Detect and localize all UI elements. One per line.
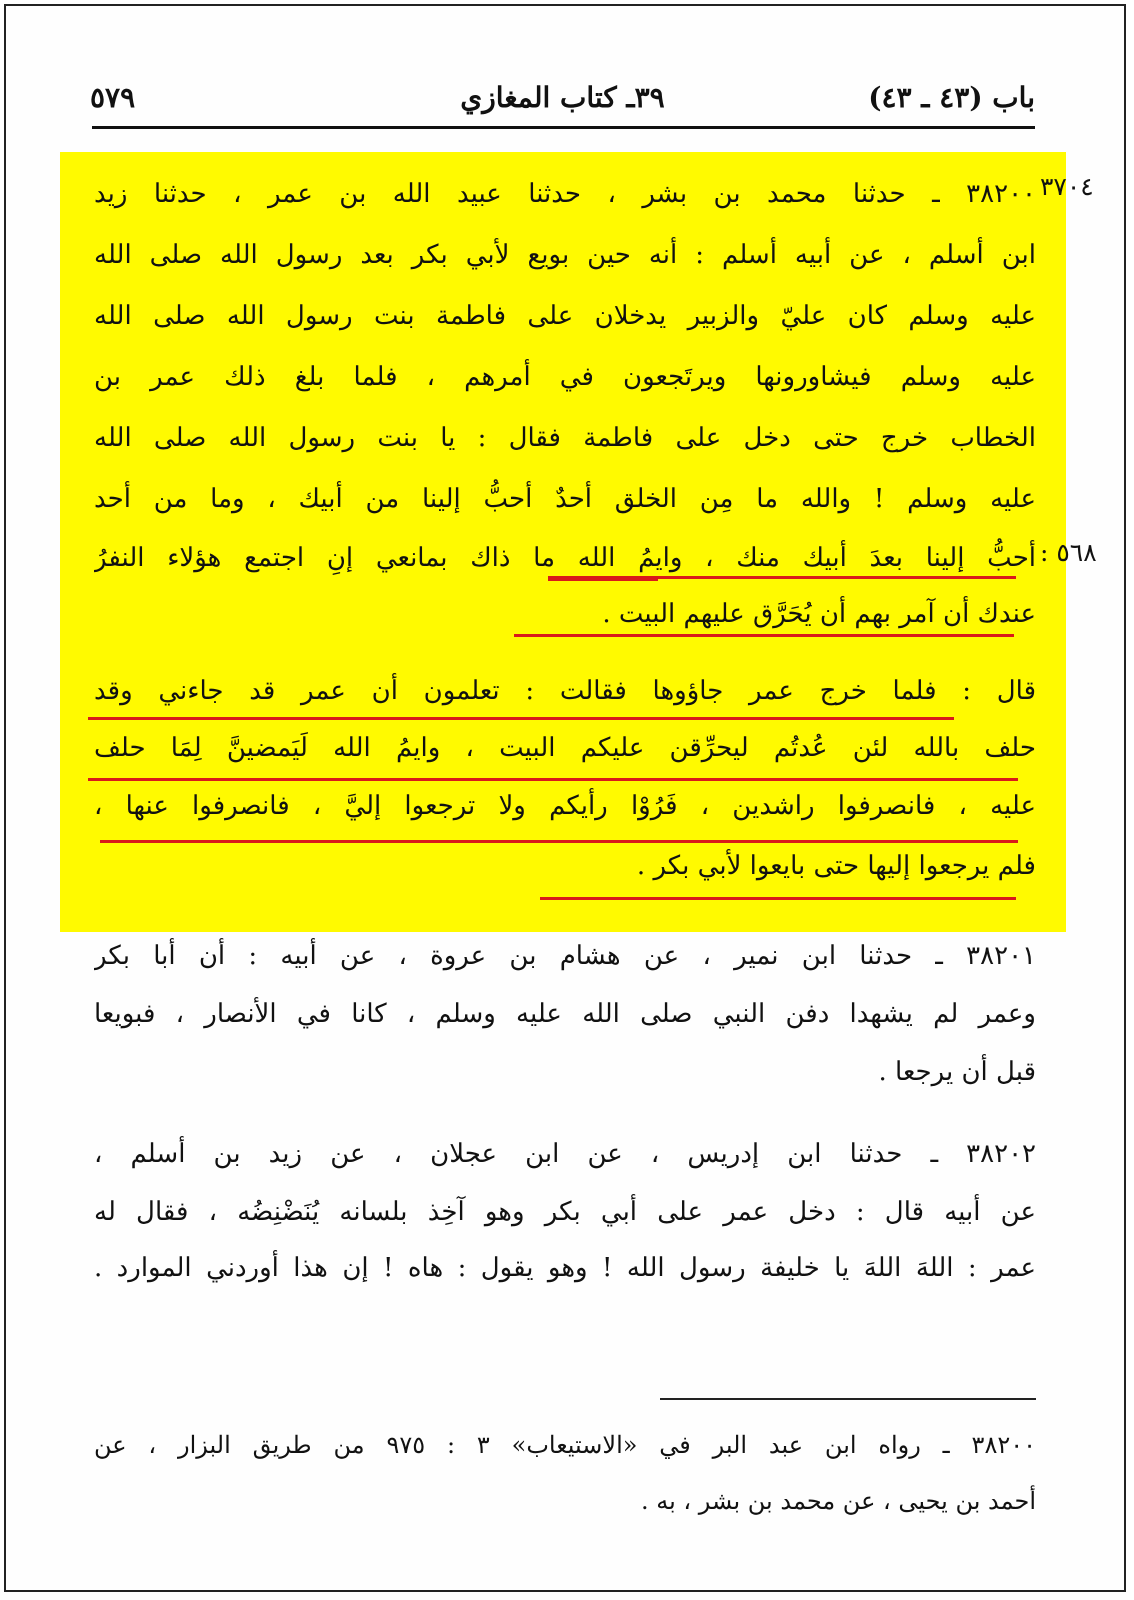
page-header [90, 78, 1035, 122]
footnote-line-1: ٣٨٢٠٠ ـ رواه ابن عبد البر في «الاستيعاب» ٣ : ٩٧٥ من طريق البزار ، عن [94, 1431, 1036, 1459]
margin-volume-ref: : ٥٦٨ [1040, 538, 1097, 567]
hadith-38200-p2-line-2: حلف بالله لئن عُدتُم ليحرِّقن عليكم البيت ، وايمُ الله لَيَمضينَّ لِمَا حلف [94, 733, 1036, 763]
hadith-38200-p2-line-1: قال : فلما خرج عمر جاؤوها فقالت : تعلمون أن عمر قد جاءني وقد [94, 676, 1036, 706]
hadith-38202-line-3: عمر : اللهَ اللهَ يا خليفة رسول الله ! وهو يقول : هاه ! إن هذا أوردني الموارد . [94, 1253, 1036, 1283]
hadith-38201-line-3: قبل أن يرجعا . [878, 1057, 1036, 1087]
hadith-38202-line-2: عن أبيه قال : دخل عمر على أبي بكر وهو آخِذ بلسانه يُنَضْنِضُه ، فقال له [94, 1197, 1036, 1227]
underline-6 [540, 897, 1016, 900]
header-rule [92, 126, 1035, 129]
hadith-38202-line-1: ٣٨٢٠٢ ـ حدثنا ابن إدريس ، عن ابن عجلان ، عن زيد بن أسلم ، [94, 1139, 1036, 1169]
footnote-line-2: أحمد بن يحيى ، عن محمد بن بشر ، به . [641, 1487, 1036, 1515]
underline-5 [100, 840, 1018, 843]
underline-1b [548, 576, 1016, 579]
hadith-38201-line-2: وعمر لم يشهدا دفن النبي صلى الله عليه وسلم ، كانا في الأنصار ، فبويعا [94, 999, 1036, 1029]
hadith-38200-line-6: عليه وسلم ! والله ما مِن الخلق أحدٌ أحبُّ إلينا من أبيك ، وما من أحد [94, 484, 1036, 514]
underline-3 [88, 717, 954, 720]
hadith-38200-line-3: عليه وسلم كان عليّ والزبير يدخلان على فاطمة بنت رسول الله صلى الله [94, 301, 1036, 331]
header-chapter-ref: باب (٤٣ ـ ٤٣) [868, 81, 1035, 114]
hadith-38200-line-8: عندك أن آمر بهم أن يُحَرَّق عليهم البيت . [602, 599, 1036, 629]
hadith-38200-line-2: ابن أسلم ، عن أبيه أسلم : أنه حين بويع لأبي بكر بعد رسول الله صلى الله [94, 240, 1036, 270]
underline-2 [514, 634, 1014, 637]
underline-4 [88, 778, 1018, 781]
hadith-38200-p2-line-3: عليه ، فانصرفوا راشدين ، فَرُوْا رأيكم ولا ترجعوا إليَّ ، فانصرفوا عنها ، [94, 791, 1036, 821]
footnote-rule [660, 1398, 1036, 1400]
hadith-38201-line-1: ٣٨٢٠١ ـ حدثنا ابن نمير ، عن هشام بن عروة ، عن أبيه : أن أبا بكر [94, 941, 1036, 971]
hadith-38200-p2-line-4: فلم يرجعوا إليها حتى بايعوا لأبي بكر . [636, 851, 1036, 881]
header-book-title: ٣٩ـ كتاب المغازي [460, 81, 665, 114]
header-page-number: ٥٧٩ [90, 81, 136, 114]
hadith-38200-line-7: أحبُّ إلينا بعدَ أبيك منك ، وايمُ الله ما ذاك بمانعي إنِ اجتمع هؤلاء النفرُ [94, 543, 1036, 573]
hadith-38200-line-4: عليه وسلم فيشاورونها ويرتَجعون في أمرهم ، فلما بلغ ذلك عمر بن [94, 362, 1036, 392]
hadith-38200-line-5: الخطاب خرج حتى دخل على فاطمة فقال : يا بنت رسول الله صلى الله [94, 423, 1036, 453]
margin-hadith-ref: ٣٧٠٤ [1040, 172, 1094, 201]
hadith-38200-line-1: ٣٨٢٠٠ ـ حدثنا محمد بن بشر ، حدثنا عبيد الله بن عمر ، حدثنا زيد [94, 179, 1036, 209]
